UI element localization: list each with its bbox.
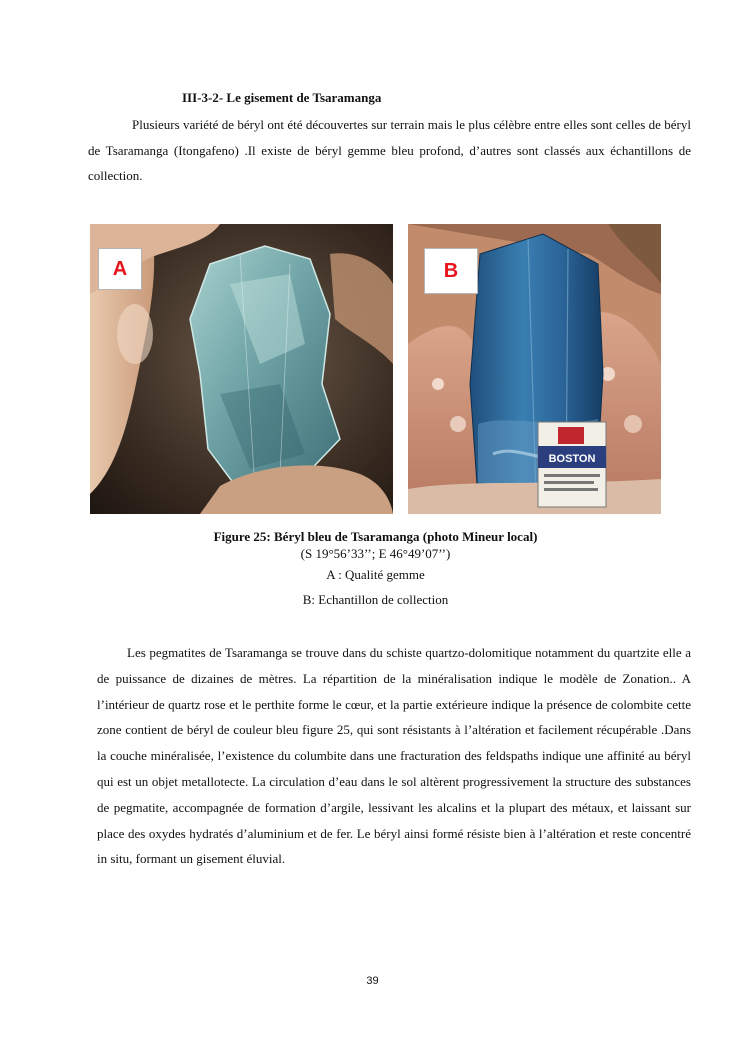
figure-legend-a: A : Qualité gemme: [326, 567, 425, 582]
cigarette-pack: [538, 422, 606, 507]
intro-paragraph: Plusieurs variété de béryl ont été découvertes sur terrain mais le plus célèbre entre elles sont celles de béryl de Tsaramanga (Itongafeno) .Il existe de béryl gemme bleu profond, d’autres sont classés aux échantillons de collection.: [88, 117, 691, 184]
figure-coordinates: (S 19°56’33’’; E 46°49’07’’): [300, 546, 451, 561]
photo-a-gem-beryl: [90, 224, 393, 514]
photo-b-collection-beryl: [408, 224, 661, 514]
body-paragraph: Les pegmatites de Tsaramanga se trouve dans du schiste quartzo-dolomitique notamment du quartzite elle a de puissance de dizaines de mètres. La répartition de la minéralisation indique le modèle de Zonation.. A l’intérieur de quartz rose et le perthite forme le cœur, et la partie extérieure indique la présence de colombite cette zone contient de béryl de couleur bleu figure 25, qui sont résistants à l’altération et facilement récupérable .Dans la couche minéralisée, l’existence du columbite dans une fracturation des feldspaths indique une affinité au béryl qui est un objet metallotecte. La circulation d’eau dans le sol altèrent progressivement la structure des substances de pegmatite, accompagnée de formation d’argile, lessivant les alcalins et la plupart des métaux, et laissant sur place des oxydes hydratés d’aluminium et de fer. Le béryl ainsi formé résiste bien à l’altération et reste concentré in situ, formant un gisement éluvial.: [97, 645, 691, 867]
section-heading: III-3-2- Le gisement de Tsaramanga: [182, 90, 382, 105]
figure-title: Figure 25: Béryl bleu de Tsaramanga (photo Mineur local): [213, 529, 538, 544]
photo-a-label: A: [98, 248, 142, 290]
photo-b-label: B: [424, 248, 478, 294]
page-number: 39: [366, 975, 379, 987]
figure-legend-b: B: Echantillon de collection: [302, 592, 449, 607]
box-brand-text: BOSTON: [548, 453, 596, 465]
